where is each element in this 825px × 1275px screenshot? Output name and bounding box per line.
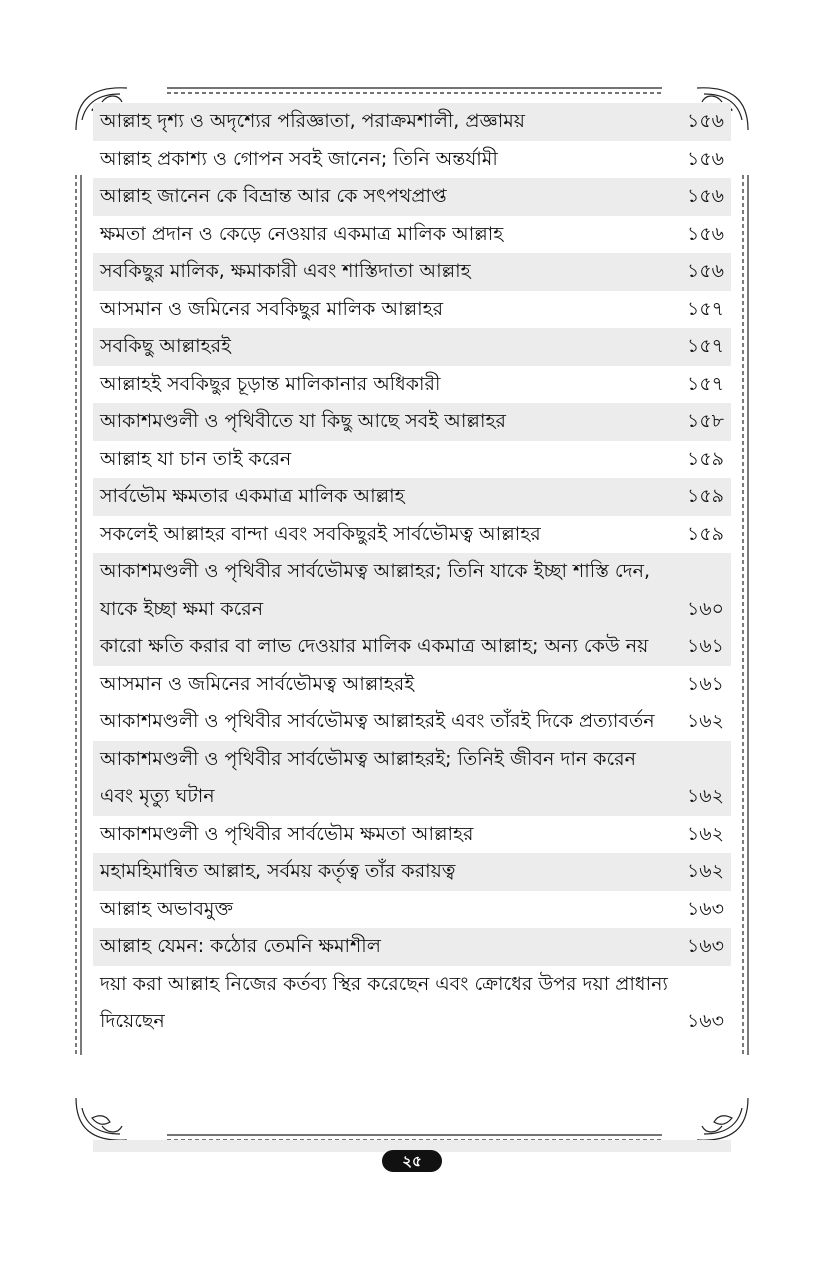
toc-title: আল্লাহ জানেন কে বিভ্রান্ত আর কে সৎপথপ্রাপ্ত [100,185,447,207]
toc-page: ১৫৬ [686,110,724,132]
toc-page: ১৬০ [686,597,724,620]
toc-title: আল্লাহ যেমন: কঠোর তেমনি ক্ষমাশীল [100,935,381,957]
toc-title: আসমান ও জমিনের সার্বভৌমত্ব আল্লাহরই [100,672,415,695]
toc-title: আকাশমণ্ডলী ও পৃথিবীর সার্বভৌম ক্ষমতা আল্লাহর [100,822,474,845]
toc-page: ১৫৯ [687,485,724,507]
toc-page: ১৬২ [686,785,724,807]
toc-title: সার্বভৌম ক্ষমতার একমাত্র মালিক আল্লাহ [100,485,405,507]
toc-page: ১৫৬ [686,222,724,245]
toc-row[interactable] [93,366,731,404]
page-number: ২৫ [382,1150,442,1172]
toc-row[interactable] [93,853,731,891]
toc-row[interactable] [93,103,731,141]
toc-title: আল্লাহ যা চান তাই করেন [100,447,292,470]
toc-page: ১৬১ [686,672,724,695]
toc-row[interactable] [93,628,731,666]
toc-title: আল্লাহ অভাবমুক্ত [100,897,233,920]
toc-page: ১৫৭ [686,335,724,357]
toc-page: ১৫৯ [687,447,724,470]
toc-page: ১৫৬ [686,147,724,170]
toc-row[interactable] [93,666,731,704]
toc-row[interactable] [93,328,731,366]
toc-title: আকাশমণ্ডলী ও পৃথিবীতে যা কিছু আছে সবই আল্লাহর [100,410,506,432]
toc-title: আল্লাহই সবকিছুর চূড়ান্ত মালিকানার অধিকারী [100,372,441,395]
toc-title: সবকিছু আল্লাহরই [100,335,231,357]
toc-title: আল্লাহ দৃশ্য ও অদৃশ্যের পরিজ্ঞাতা, পরাক্রমশালী, প্রজ্ঞাময় [100,110,525,132]
toc-title: আকাশমণ্ডলী ও পৃথিবীর সার্বভৌমত্ব আল্লাহরই; তিনিই জীবন দান করেন এবং মৃত্যু ঘটান [100,747,636,807]
toc-title: আকাশমণ্ডলী ও পৃথিবীর সার্বভৌমত্ব আল্লাহরই এবং তাঁরই দিকে প্রত্যাবর্তন [100,710,655,732]
toc-row[interactable] [93,141,731,179]
toc-row[interactable] [93,478,731,516]
toc-row[interactable] [93,253,731,291]
toc-title: আসমান ও জমিনের সবকিছুর মালিক আল্লাহর [100,297,444,320]
toc-title: আল্লাহ প্রকাশ্য ও গোপন সবই জানেন; তিনি অন্তর্যামী [100,147,498,170]
toc-page: ১৬৩ [686,897,724,920]
toc-page: ১৬৩ [686,935,724,957]
toc-row[interactable] [93,178,731,216]
toc-row[interactable] [93,966,731,1041]
toc-page: ১৬১ [686,635,724,657]
toc-page: ১৬২ [686,710,724,732]
toc-page: ১৫৭ [686,297,724,320]
toc-row[interactable] [93,928,731,966]
toc-page: ১৬৩ [686,1010,724,1032]
toc-row[interactable] [93,703,731,741]
toc-title: ক্ষমতা প্রদান ও কেড়ে নেওয়ার একমাত্র মালিক আল্লাহ [100,222,504,245]
toc-row[interactable] [93,516,731,554]
toc-row[interactable] [93,741,731,816]
toc-page: ১৫৬ [686,185,724,207]
toc-title: সবকিছুর মালিক, ক্ষমাকারী এবং শাস্তিদাতা আল্লাহ [100,260,471,282]
table-of-contents [93,103,731,1041]
toc-page: ১৫৮ [687,410,724,432]
toc-row[interactable] [93,891,731,929]
toc-title: আকাশমণ্ডলী ও পৃথিবীর সার্বভৌমত্ব আল্লাহর; তিনি যাকে ইচ্ছা শাস্তি দেন, যাকে ইচ্ছা ক্ষমা করেন [100,560,650,620]
toc-title: মহামহিমান্বিত আল্লাহ, সর্বময় কর্তৃত্ব তাঁর করায়ত্ব [100,860,456,882]
toc-title: কারো ক্ষতি করার বা লাভ দেওয়ার মালিক একমাত্র আল্লাহ; অন্য কেউ নয় [100,635,649,657]
toc-title: দয়া করা আল্লাহ নিজের কর্তব্য স্থির করেছেন এবং ক্রোধের উপর দয়া প্রাধান্য দিয়েছেন [100,972,668,1032]
toc-page: ১৫৭ [686,372,724,395]
toc-row[interactable] [93,291,731,329]
toc-page: ১৬২ [686,822,724,845]
toc-row[interactable] [93,553,731,628]
toc-page: ১৫৯ [687,522,724,545]
toc-title: সকলেই আল্লাহর বান্দা এবং সবকিছুরই সার্বভৌমত্ব আল্লাহর [100,522,541,545]
toc-row[interactable] [93,216,731,254]
toc-row[interactable] [93,403,731,441]
toc-page: ১৫৬ [686,260,724,282]
toc-row[interactable] [93,816,731,854]
toc-page: ১৬২ [686,860,724,882]
toc-row[interactable] [93,441,731,479]
